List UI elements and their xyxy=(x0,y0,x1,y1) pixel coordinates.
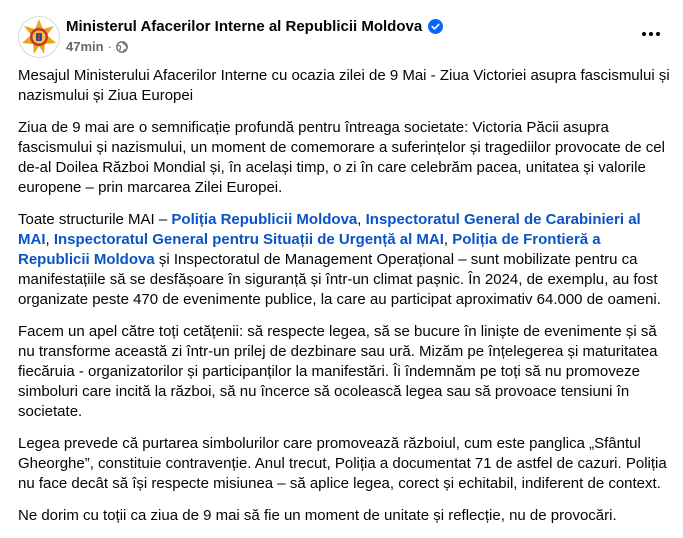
post-author[interactable] xyxy=(66,18,443,35)
dot-3 xyxy=(656,32,660,36)
post-paragraph-3 xyxy=(18,210,674,310)
post-body xyxy=(18,66,674,538)
post-header xyxy=(18,14,669,58)
post-paragraph-5: Legea prevede că purtarea simbolurilor care promovează războiul, cum este panglica „Sfântul Gheorghe”, constituie contravenție. Anul trecut, Poliția a documentat 71 de astfel de cazuri. Poliția nu face decât să își respecte misiunea – să aplice legea, corect și echitabil, indiferent de context. xyxy=(18,435,667,492)
tag-igc-mai[interactable]: Inspectoratul General de Carabinieri al MAI xyxy=(18,211,641,248)
meta-separator: · xyxy=(107,39,112,54)
tag-igsu-mai[interactable]: Inspectoratul General pentru Situații de Urgență al MAI xyxy=(53,231,444,248)
mai-emblem-icon[interactable] xyxy=(18,16,60,58)
p3-sep-2: , xyxy=(45,231,54,248)
verified-badge-icon xyxy=(428,19,443,34)
post-meta xyxy=(66,39,128,54)
globe-icon[interactable] xyxy=(116,41,128,53)
tag-politia-rm[interactable]: Poliția Republicii Moldova xyxy=(171,211,358,228)
post-paragraph-4: Facem un apel către toți cetățenii: să respecte legea, să se bucure în liniște de evenimente și să nu transforme această zi într-un prilej de dezbinare sau ură. Mizăm pe înțelegerea și maturitatea fiecăruia - organizatorilor și participanților la manifestări. Îi îndemnăm pe toți să nu promoveze simboluri care incită la război, să nu încerce să ocolească legea sau să provoace tensiuni în societate. xyxy=(18,323,658,420)
author-name[interactable]: Ministerul Afacerilor Interne al Republicii Moldova xyxy=(66,18,423,35)
dot-2 xyxy=(649,32,653,36)
p3-sep-1: , xyxy=(357,211,366,228)
post-paragraph-1: Mesajul Ministerului Afacerilor Interne cu ocazia zilei de 9 Mai - Ziua Victoriei asupra fascismului și nazismului și Ziua Europei xyxy=(18,67,670,104)
p3-sep-3: , xyxy=(443,231,453,248)
dot-1 xyxy=(642,32,646,36)
post-timestamp[interactable]: 47min xyxy=(66,39,104,54)
post-paragraph-2: Ziua de 9 mai are o semnificație profundă pentru întreaga societate: Victoria Păcii asupra fascismului și nazismului, un moment de comemorare a suferințelor și tragediilor provocate de cel de-al Doilea Război Mondial și, în același timp, o zi în care celebrăm pacea, unitatea și valorile europene – prin marcarea Zilei Europei. xyxy=(18,119,665,196)
p3-intro: Toate structurile MAI – xyxy=(18,211,172,228)
post-paragraph-6: Ne dorim cu toții ca ziua de 9 mai să fie un moment de unitate și reflecție, nu de provocări. xyxy=(18,507,617,524)
more-options-icon[interactable] xyxy=(637,24,665,44)
p3-rest: și Inspectoratul de Management Operațional – sunt mobilizate pentru ca manifestațiile să se desfășoare în siguranță și într-un climat pașnic. În 2024, de exemplu, au fost organizate peste 470 de evenimente publice, la care au participat aproximativ 64.000 de oameni. xyxy=(18,251,661,308)
tag-politia-frontiera[interactable]: Poliția de Frontieră a Republicii Moldova xyxy=(18,231,601,268)
